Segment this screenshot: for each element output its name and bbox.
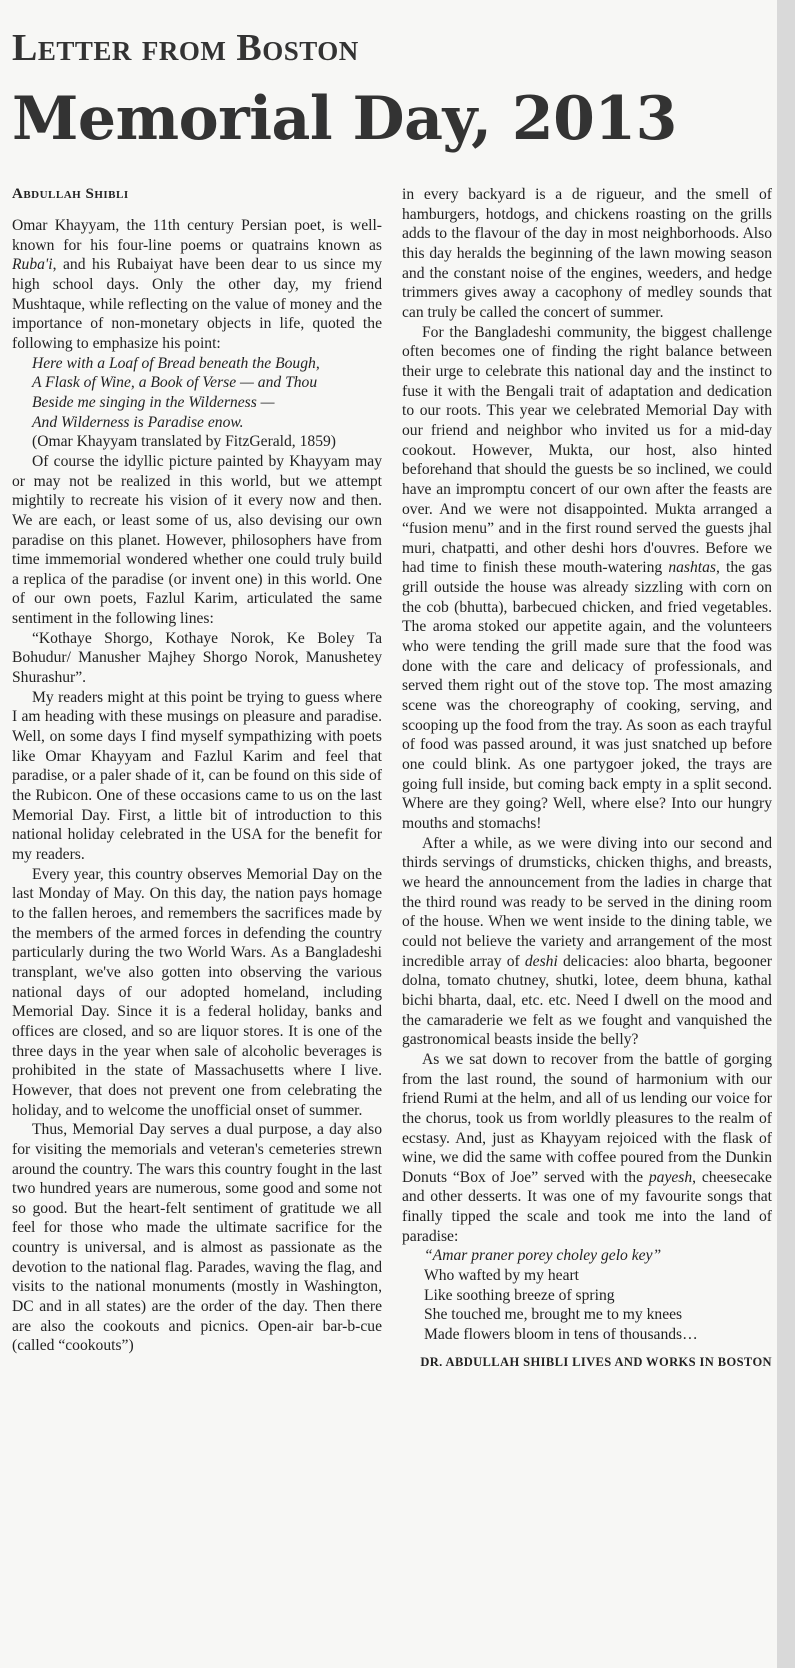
paragraph-text: , the gas grill outside the house was already sizzling with corn on the cob (bhutta), barbecued chicken, and fried vegetables. The aroma stoked our appetite again, and the volunteers who were tending the grill made sure that the food was done with the care and delicacy of professionals, and served them right out of the stove top. The most amazing scene was the choreography of cooking, serving, and scooping up the food from the tray. As soon as each trayful of food was passed around, it was just snatched up before one could blink. As one partygoer joked, the trays are going full inside, but coming back empty in a split second. Where are they going? Well, where else? Into our hungry mouths and stomachs! bbox=[402, 559, 772, 832]
byline: Abdullah Shibli bbox=[12, 186, 129, 202]
emphasis: deshi bbox=[524, 952, 558, 970]
page-edge-bar bbox=[777, 0, 795, 1668]
song-line: Like soothing breeze of spring bbox=[424, 1286, 615, 1304]
song-verse bbox=[402, 1246, 772, 1344]
paragraph-text: , cheesecake and other desserts. It was one of my favourite songs that finally tipped the scale and took me into the land of paradise: bbox=[402, 1168, 772, 1245]
section-kicker: Letter from Boston bbox=[12, 27, 359, 69]
paragraph: Every year, this country observes Memorial Day on the last Monday of May. On this day, the nation pays homage to the fallen heroes, and remembers the sacrifices made by the members of the armed forces in defending the country particularly during the two World Wars. As a Bangladeshi transplant, we've also gotten into observing the various national days of our adopted homeland, including Memorial Day. Since it is a federal holiday, banks and offices are closed, and so are liquor stores. It is one of the three days in the year when sale of alcoholic beverages is prohibited in the state of Massachusetts where I live. However, that does not prevent one from celebrating the holiday, and to welcome the unofficial onset of summer. bbox=[12, 865, 382, 1119]
author-signoff: DR. ABDULLAH SHIBLI LIVES AND WORKS IN BOSTON bbox=[420, 1354, 772, 1369]
paragraph-text: Omar Khayyam, the 11th century Persian poet, is well-known for his four-line poems or quatrains known as bbox=[12, 217, 382, 254]
song-line: Made flowers bloom in tens of thousands… bbox=[424, 1326, 698, 1344]
verse-attribution: (Omar Khayyam translated by FitzGerald, 1859) bbox=[32, 433, 336, 451]
paragraph: Of course the idyllic picture painted by Khayyam may or may not be realized in this world, but we attempt mightily to recreate his vision of it every now and then. We are each, or least some of us, also devising our own paradise on this planet. However, philosophers have from time immemorial wondered whether one could truly build a replica of the paradise (or invent one) in this world. One of our own poets, Fazlul Karim, articulated the same sentiment in the following lines: bbox=[12, 452, 382, 628]
paragraph bbox=[12, 216, 382, 354]
paragraph-text: For the Bangladeshi community, the biggest challenge often becomes one of finding the right balance between their urge to celebrate this national day and the instinct to fuse it with the Bengali trait of adaptation and dedication to our roots. This year we celebrated Memorial Day with our friend and neighbor who invited us for a mid-day cookout. However, Mukta, our host, also hinted beforehand that should the guests be so inclined, we could have an impromptu concert of our own after the feasts are over. And we were not disappointed. Mukta arranged a “fusion menu” and in the first round served the guests jhal muri, chatpatti, and other deshi hors d'ouvres. Before we had time to finish these mouth-watering bbox=[402, 323, 772, 577]
verse-line: And Wilderness is Paradise enow. bbox=[32, 413, 244, 431]
song-line: She touched me, brought me to my knees bbox=[424, 1306, 683, 1324]
paragraph: in every backyard is a de rigueur, and the smell of hamburgers, hotdogs, and chickens roasting on the grills adds to the flavour of the day in most neighborhoods. Also this day heralds the beginning of the lawn mowing season and the constant noise of the engines, weeders, and hedge trimmers gives away a cacophony of medley sounds that can truly be called the concert of summer. bbox=[402, 186, 772, 321]
verse-line: Beside me singing in the Wilderness — bbox=[32, 393, 275, 411]
emphasis: Ruba'i bbox=[12, 256, 53, 274]
article-page bbox=[12, 0, 774, 1668]
verse-line: A Flask of Wine, a Book of Verse — and Thou bbox=[32, 374, 318, 392]
paragraph bbox=[402, 834, 772, 1050]
song-line: Who wafted by my heart bbox=[424, 1267, 580, 1285]
paragraph bbox=[402, 1050, 772, 1247]
paragraph: My readers might at this point be trying to guess where I am heading with these musings on pleasure and paradise. Well, on some days I find myself sympathizing with poets like Omar Khayyam and Fazlul Karim and feel that paradise, or a paler shade of it, can be found on this side of the Rubicon. One of these occasions came to us on the last Memorial Day. First, a little bit of introduction to this national holiday celebrated in the USA for the benefit for my readers. bbox=[12, 688, 382, 863]
paragraph-text: After a while, as we were diving into our second and thirds servings of drumsticks, chicken thighs, and breasts, we heard the announcement from the ladies in charge that the third round was ready to be served in the dining room of the house. When we went inside to the dining table, we could not believe the variety and arrangement of the most incredible array of bbox=[402, 834, 772, 970]
paragraph-text: delicacies: aloo bharta, begooner dolna, tomato chutney, shutki, lotee, deem bhuna, kathal bichi bharta, daal, etc. etc. Need I dwell on the mood and the camaraderie we felt as we fought and vanquished the gastronomical beasts inside the belly? bbox=[402, 952, 772, 1049]
paragraph: Thus, Memorial Day serves a dual purpose, a day also for visiting the memorials and veteran's cemeteries strewn around the country. The wars this country fought in the last two hundred years are numerous, some good and some not so good. But the heart-felt sentiment of gratitude we all feel for those who made the ultimate sacrifice for the country is universal, and is almost as passionate as the devotion to the national flag. Parades, waving the flag, and visits to the national monuments (mostly in Washington, DC and in all states) are the order of the day. Then there are also the cookouts and picnics. Open-air bar-b-cue (called “cookouts”) bbox=[12, 1121, 382, 1355]
paragraph-text: As we sat down to recover from the battle of gorging from the last round, the sound of harmonium with our friend Rumi at the helm, and all of us lending our voice for the chorus, took us from worldly pleasures to the realm of ecstasy. And, just as Khayyam rejoiced with the flask of wine, we did the same with coffee poured from the Dunkin Donuts “Box of Joe” served with the bbox=[402, 1050, 772, 1186]
song-title: “Amar praner porey choley gelo key” bbox=[424, 1247, 662, 1265]
emphasis: nashtas bbox=[668, 559, 716, 577]
emphasis: payesh bbox=[648, 1168, 693, 1186]
verse-line: Here with a Loaf of Bread beneath the Bough, bbox=[32, 354, 320, 372]
paragraph: “Kothaye Shorgo, Kothaye Norok, Ke Boley Ta Bohudur/ Manusher Majhey Shorgo Norok, Manushetey Shurashur”. bbox=[12, 629, 382, 687]
article-column-1 bbox=[12, 184, 382, 1654]
article-title: Memorial Day, 2013 bbox=[12, 84, 677, 154]
paragraph bbox=[402, 323, 772, 834]
rubaiyat-verse bbox=[12, 354, 382, 433]
article-column-2 bbox=[402, 185, 772, 1655]
paragraph-text: , and his Rubaiyat have been dear to us since my high school days. Only the other day, my friend Mushtaque, while reflecting on the value of money and the importance of non-monetary objects in life, quoted the following to emphasize his point: bbox=[12, 256, 382, 352]
